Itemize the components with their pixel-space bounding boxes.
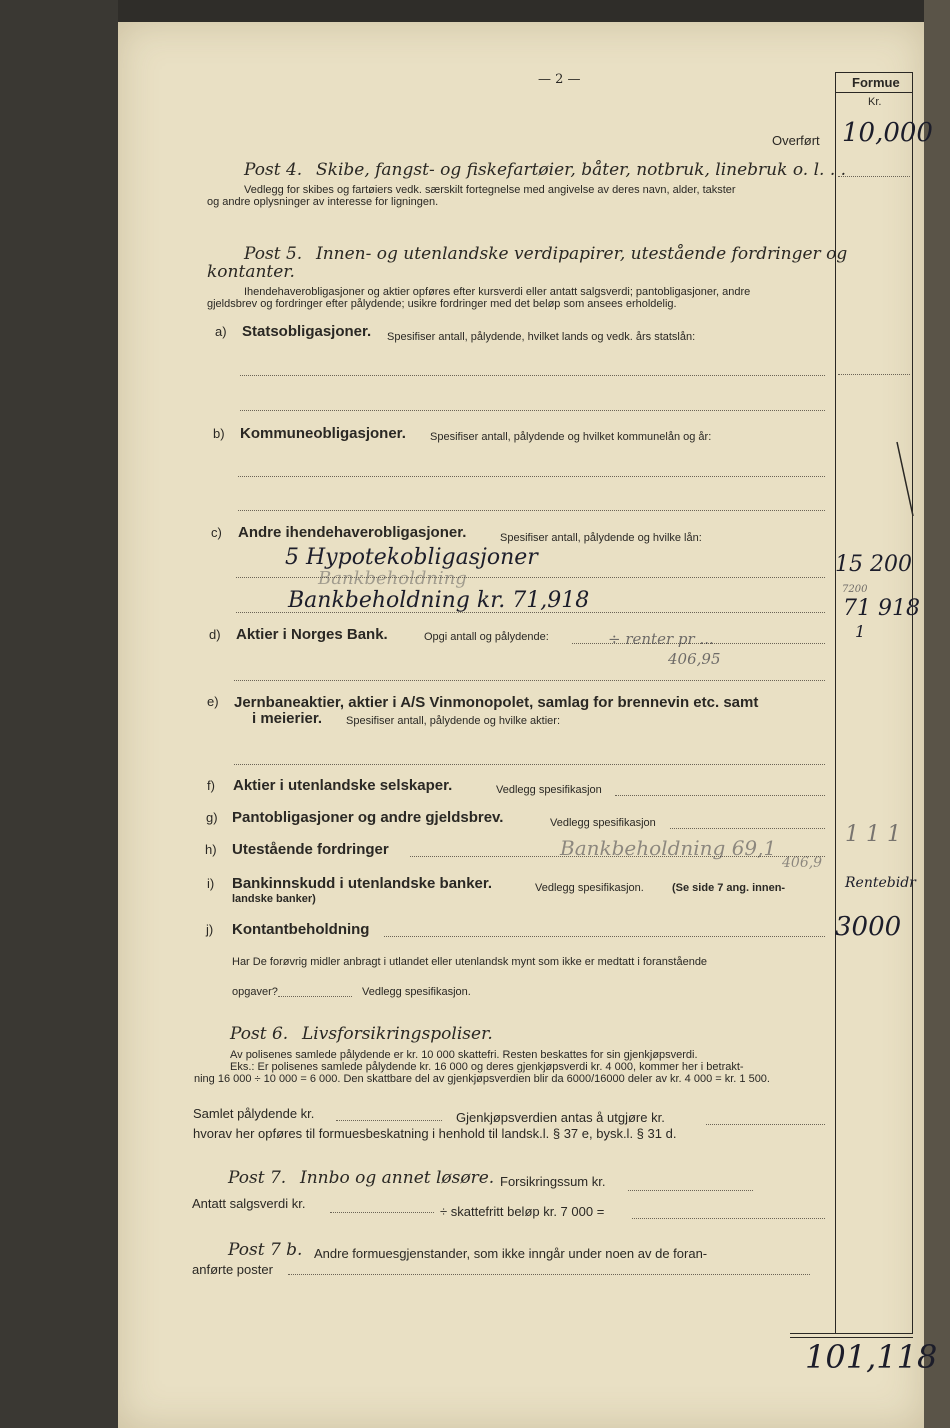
- post6-total-line: [336, 1120, 442, 1121]
- item-b-letter: b): [213, 426, 225, 441]
- column-unit: Kr.: [868, 96, 882, 108]
- item-a-label: Statsobligasjoner.: [242, 323, 372, 340]
- post4-title: Post 4.: [244, 160, 303, 180]
- item-d-line-2: [234, 680, 825, 681]
- column-header: Formue: [852, 75, 900, 90]
- item-b-line-1: [238, 476, 825, 477]
- post7b-line-1: Andre formuesgjenstander, som ikke inngår under noen av de foran-: [314, 1246, 708, 1261]
- foreign-question-2b: Vedlegg spesifikasjon.: [362, 986, 471, 998]
- item-c-handwriting-2: Bankbeholdning kr. 71,918: [288, 588, 590, 613]
- post7b-title: Post 7 b.: [228, 1240, 303, 1260]
- grand-total: 101,118: [805, 1338, 938, 1376]
- item-g-desc: Vedlegg spesifikasjon: [550, 817, 656, 829]
- item-a-desc: Spesifiser antall, pålydende, hvilket lands og vedk. års statslån:: [387, 331, 696, 343]
- item-b-label: Kommuneobligasjoner.: [240, 425, 406, 442]
- post6-line-1: Av polisenes samlede pålydende er kr. 10 000 skattefri. Resten beskattes for sin gjenkjøpsverdi.: [230, 1049, 698, 1061]
- post5-title: Post 5.: [244, 244, 303, 264]
- item-f-desc: Vedlegg spesifikasjon: [496, 784, 602, 796]
- item-e-label-2: i meierier.: [252, 710, 323, 727]
- item-h-handwriting: Bankbeholdning 69,1: [560, 836, 777, 860]
- item-d-handwriting: ÷ renter pr ...: [608, 630, 714, 648]
- item-g-dots: [670, 828, 825, 829]
- item-g-letter: g): [206, 810, 218, 825]
- item-c-label: Andre ihendehaverobligasjoner.: [238, 524, 467, 541]
- post7-title: Post 7.: [228, 1168, 287, 1188]
- scan-right-border: [924, 0, 950, 1428]
- post6-line-3: ning 16 000 ÷ 10 000 = 6 000. Den skattbare del av gjenkjøpsverdien blir da 6000/16000 deler av kr. 4 000 = kr. 1 500.: [194, 1073, 770, 1085]
- item-e-line: [234, 764, 825, 765]
- foreign-question-1: Har De forøvrig midler anbragt i utlandet eller utenlandsk mynt som ikke er medtatt i foranstående: [232, 956, 708, 968]
- item-c-desc: Spesifiser antall, pålydende og hvilke lån:: [500, 532, 702, 544]
- item-h-handwriting-2: 406,9: [782, 855, 823, 871]
- item-c-handwriting-1: 5 Hypotekobligasjoner: [285, 545, 538, 570]
- post5-note-1: Ihendehaverobligasjoner og aktier opføres efter kursverdi eller antatt salgsverdi; pantobligasjoner, andre: [244, 286, 751, 298]
- item-a-letter: a): [215, 324, 227, 339]
- page-number: — 2 —: [538, 72, 581, 87]
- post7-sale-value-line: [330, 1212, 434, 1213]
- amount-column-header-rule: [835, 92, 913, 93]
- post5-note-2: gjeldsbrev og fordringer efter pålydende; usikre fordringer med det beløp som ansees erholdelig.: [207, 298, 677, 310]
- total-rule: [790, 1333, 913, 1334]
- post6-heading: Livsforsikringspoliser.: [302, 1024, 493, 1044]
- post7-heading: Innbo og annet løsøre.: [300, 1168, 495, 1188]
- item-d-label: Aktier i Norges Bank.: [236, 626, 388, 643]
- post5-heading-1: Innen- og utenlandske verdipapirer, utestående fordringer og: [316, 244, 848, 264]
- post4-note-2: og andre oplysninger av interesse for ligningen.: [207, 196, 439, 208]
- item-e-label: Jernbaneaktier, aktier i A/S Vinmonopolet, samlag for brennevin etc. samt: [234, 694, 759, 711]
- item-c-amount-2-sub: 1: [855, 622, 866, 641]
- item-j-label: Kontantbeholdning: [232, 921, 370, 938]
- post6-line-5: hvorav her opføres til formuesbeskatning i henhold til landsk.l. § 37 e, bysk.l. § 31 d.: [193, 1126, 677, 1141]
- item-d-desc: Opgi antall og pålydende:: [424, 631, 549, 643]
- post6-line-2: Eks.: Er polisenes samlede pålydende kr. 16 000 og deres gjenkjøpsverdi kr. 4 000, kommer her i betrakt-: [230, 1061, 744, 1073]
- item-i-label: Bankinnskudd i utenlandske banker.: [232, 875, 493, 892]
- item-b-line-2: [238, 510, 825, 511]
- post7-insurance-line: [628, 1190, 753, 1191]
- item-b-desc: Spesifiser antall, pålydende og hvilket kommunelån og år:: [430, 431, 712, 443]
- post7-line-2a: Antatt salgsverdi kr.: [192, 1196, 306, 1211]
- post7-insurance-label: Forsikringssum kr.: [500, 1174, 606, 1189]
- item-j-dots: [384, 936, 825, 937]
- post7b-dots: [288, 1274, 810, 1275]
- item-e-letter: e): [207, 694, 219, 709]
- margin-pencil-mark: [895, 440, 915, 520]
- foreign-question-answer-line: [278, 996, 352, 997]
- item-a-line-1: [240, 375, 825, 376]
- foreign-question-2a: opgaver?: [232, 986, 278, 998]
- post6-title: Post 6.: [230, 1024, 289, 1044]
- item-a-line-2: [240, 410, 825, 411]
- carried-over-amount: 10,000: [842, 118, 933, 148]
- post7b-line-2: anførte poster: [192, 1262, 273, 1277]
- item-i-desc: Vedlegg spesifikasjon.: [535, 882, 644, 894]
- post7-result-line: [632, 1218, 825, 1219]
- item-f-letter: f): [207, 778, 215, 793]
- post4-heading: Skibe, fangst- og fiskefartøier, båter, notbruk, linebruk o. l. . .: [316, 160, 847, 180]
- item-c-amount-small: 7200: [842, 584, 868, 595]
- item-d-handwriting-2: 406,95: [668, 650, 721, 668]
- item-c-amount: 15 200: [835, 552, 912, 577]
- post7-line-2b: ÷ skattefritt beløp kr. 7 000 =: [440, 1204, 605, 1219]
- item-h-amount: 1 1 1: [845, 822, 901, 847]
- item-e-desc: Spesifiser antall, pålydende og hvilke aktier:: [346, 715, 561, 727]
- item-j-letter: j): [206, 922, 214, 937]
- item-a-amount-line: [838, 374, 910, 375]
- post6-line-4b: Gjenkjøpsverdien antas å utgjøre kr.: [456, 1110, 665, 1125]
- item-g-label: Pantobligasjoner og andre gjeldsbrev.: [232, 809, 504, 826]
- item-f-label: Aktier i utenlandske selskaper.: [233, 777, 453, 794]
- item-i-handwriting: Rentebidr: [845, 875, 916, 891]
- item-d-letter: d): [209, 627, 221, 642]
- item-c-amount-2: 71 918: [843, 596, 920, 621]
- item-j-amount: 3000: [835, 912, 902, 942]
- item-i-desc-3: landske banker): [232, 893, 316, 905]
- amount-column-top-rule: [835, 72, 913, 73]
- item-i-desc-2: (Se side 7 ang. innen-: [672, 882, 786, 894]
- item-c-letter: c): [211, 525, 222, 540]
- post6-line-4a: Samlet pålydende kr.: [193, 1106, 315, 1121]
- item-h-letter: h): [205, 842, 217, 857]
- post5-heading-2: kontanter.: [207, 262, 295, 282]
- scan-left-border: [0, 0, 118, 1428]
- carried-over-label: Overført: [772, 133, 820, 148]
- amount-column-right-rule: [912, 72, 913, 1334]
- item-f-dots: [615, 795, 825, 796]
- item-h-label: Utestående fordringer: [232, 841, 389, 858]
- post4-note-1: Vedlegg for skibes og fartøiers vedk. særskilt fortegnelse med angivelse av deres navn, alder, takster: [244, 184, 736, 196]
- item-c-handwriting-faint: Bankbeholdning: [318, 568, 467, 589]
- item-i-letter: i): [207, 876, 215, 891]
- post6-repurchase-line: [706, 1124, 825, 1125]
- post4-amount-line: [838, 176, 910, 177]
- scan-top-border: [0, 0, 950, 22]
